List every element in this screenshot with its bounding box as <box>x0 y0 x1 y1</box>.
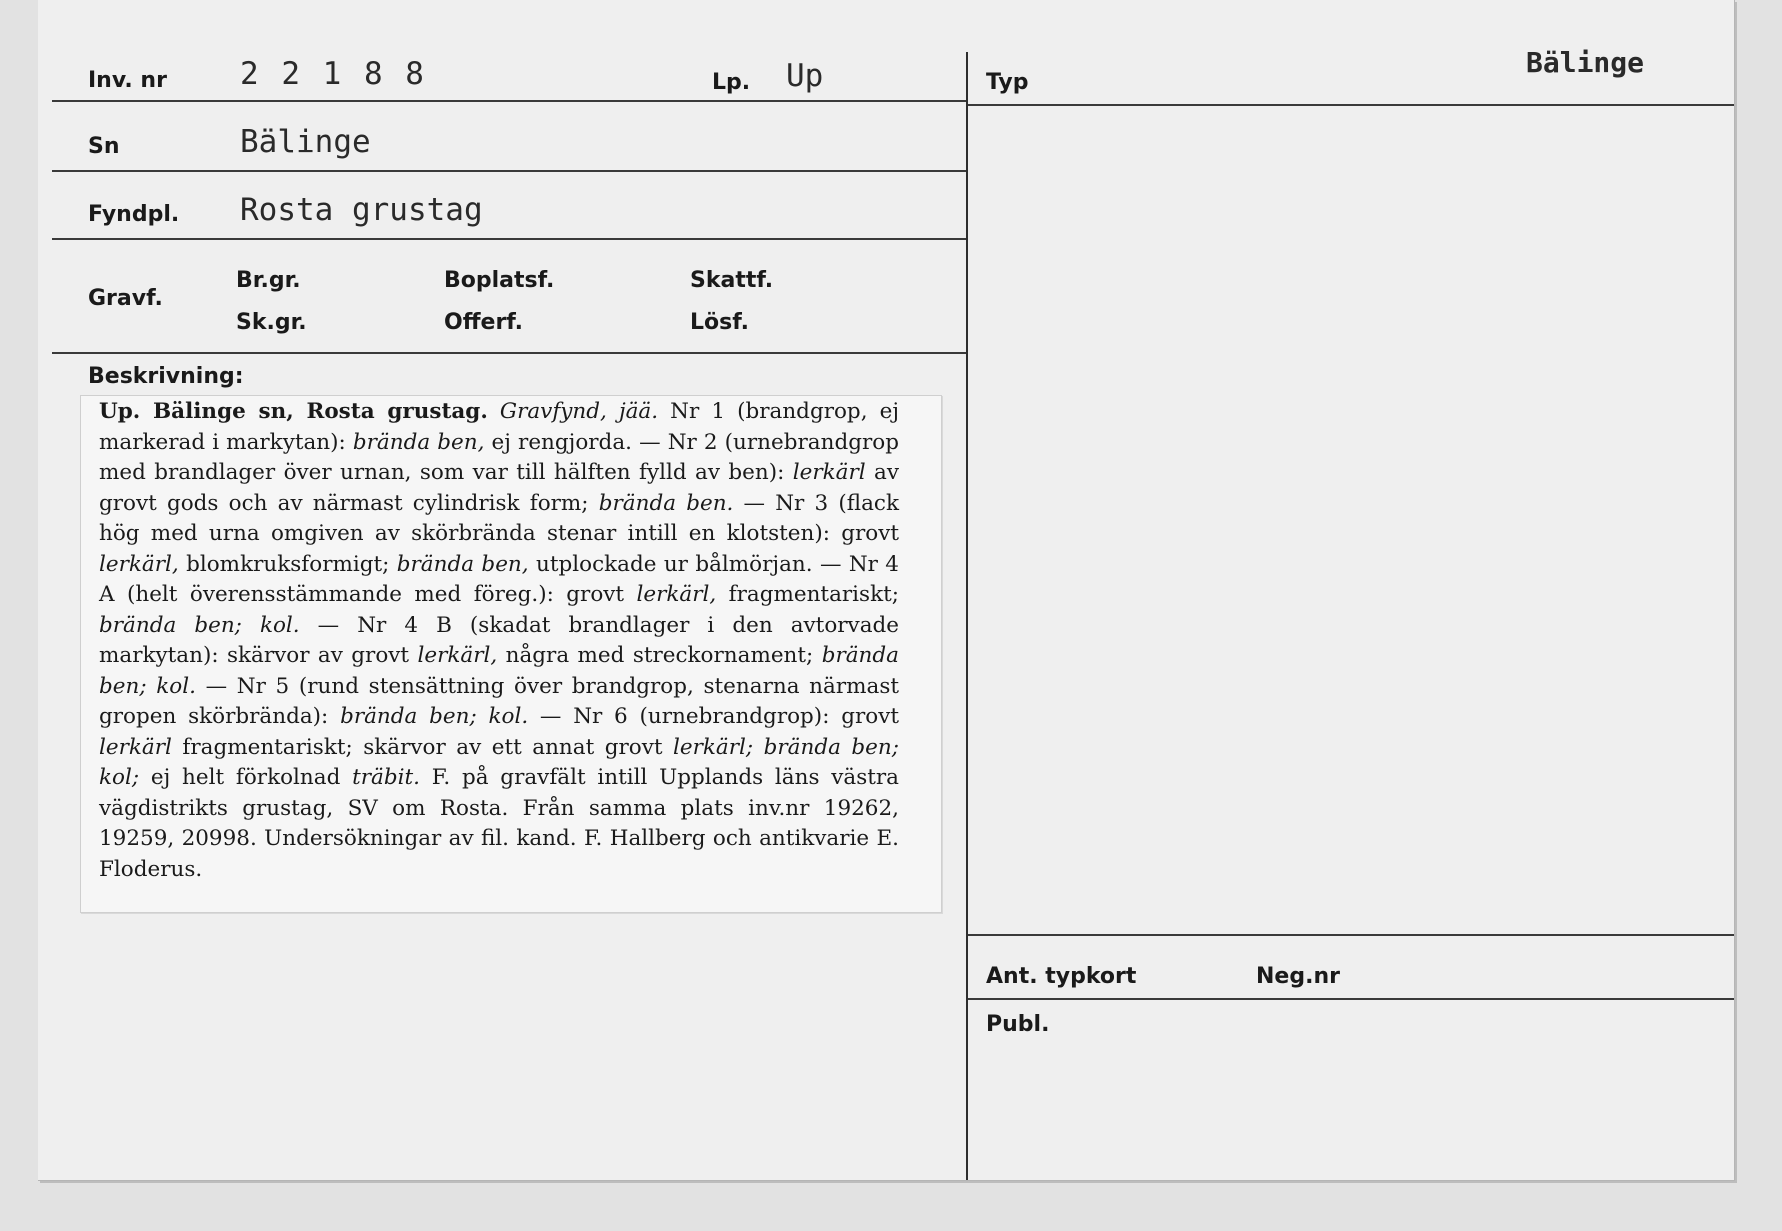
description-run: ej rengjorda. — Nr 2 (urnebrandgrop med brandlager över urnan, som var till hälften fylld av ben): <box>99 429 899 485</box>
gravf-label: Gravf. <box>88 286 163 311</box>
description-run: brända ben. <box>598 490 734 516</box>
column-divider <box>966 52 968 1180</box>
offerf-label: Offerf. <box>444 310 524 335</box>
description-run: — Nr 5 (rund stensättning över brandgrop, stenarna närmast gropen skörbrända): <box>99 673 899 729</box>
description-run: — Nr 6 (urnebrandgrop): grovt <box>528 704 899 729</box>
typ-label: Typ <box>986 70 1029 95</box>
brgr-label: Br.gr. <box>236 268 301 293</box>
description-run: lerkärl, <box>636 582 717 607</box>
description-run: Gravfynd, jää. <box>499 399 659 424</box>
description-run: brända ben; kol. <box>340 704 529 729</box>
row-divider <box>52 170 966 172</box>
description-run: ej helt förkolnad <box>139 765 353 790</box>
description-run: lerkärl, <box>417 643 498 668</box>
row-divider <box>52 238 966 240</box>
typ-value: Bälinge <box>1526 46 1645 79</box>
description-run: — Nr 3 (flack hög med urna omgiven av skörbrända stenar intill en klotsten): grovt <box>99 490 899 546</box>
description-run: lerkärl <box>792 460 866 485</box>
sn-label: Sn <box>88 134 120 159</box>
row-divider <box>968 998 1734 1000</box>
boplatsf-label: Boplatsf. <box>444 268 555 293</box>
description-run: blomkruksformigt; <box>178 551 397 577</box>
description-run: brända ben, <box>396 551 529 577</box>
description-run: brända ben; kol. <box>99 643 899 699</box>
losf-label: Lösf. <box>690 310 749 335</box>
description-run: träbit. <box>352 765 420 790</box>
publ-label: Publ. <box>986 1012 1050 1037</box>
description-run: brända ben; kol. <box>99 612 300 638</box>
lp-value: Up <box>786 58 824 94</box>
description-run: — Nr 4 B (skadat brandlager i den avtorvade markytan): skärvor av grovt <box>99 612 899 668</box>
neg-nr-label: Neg.nr <box>1256 964 1340 989</box>
description-run: några med streckornament; <box>497 643 822 668</box>
description-run: lerkärl; brända ben; kol; <box>99 734 899 790</box>
description-run: F. på gravfält intill Upplands läns västra vägdistrikts grustag, SV om Rosta. Från samma plats inv.nr 19262, 19259, 20998. Undersökningar av fil. kand. F. Hallberg och antikvarie E. Floderus. <box>99 765 899 882</box>
row-divider <box>52 352 966 354</box>
description-run: lerkärl, <box>99 551 179 577</box>
beskrivning-label: Beskrivning: <box>88 364 244 389</box>
fyndpl-label: Fyndpl. <box>88 202 180 227</box>
skgr-label: Sk.gr. <box>236 310 307 335</box>
fyndpl-value: Rosta grustag <box>240 192 483 228</box>
description-run: lerkärl <box>99 734 172 760</box>
sn-value: Bälinge <box>240 124 371 160</box>
description-run: fragmentariskt; skärvor av ett annat grovt <box>171 734 673 760</box>
row-divider <box>968 104 1734 106</box>
ant-typkort-label: Ant. typkort <box>986 964 1137 989</box>
description-run: Nr 1 (brandgrop, ej markerad i markytan): <box>99 399 899 455</box>
row-divider <box>968 934 1734 936</box>
row-divider <box>52 100 966 102</box>
inv-nr-label: Inv. nr <box>88 68 167 93</box>
skattf-label: Skattf. <box>690 268 774 293</box>
description-run: Up. Bälinge sn, Rosta grustag. <box>99 399 488 424</box>
description-run: utplockade ur bålmörjan. — Nr 4 A (helt överensstämmande med föreg.): grovt <box>99 551 899 607</box>
description-run: av grovt gods och av närmast cylindrisk form; <box>99 460 899 516</box>
inv-nr-value: 2 2 1 8 8 <box>240 56 426 92</box>
description-run: fragmentariskt; <box>716 582 899 607</box>
description-run <box>488 399 500 424</box>
description-run: brända ben, <box>352 429 485 455</box>
description-text <box>99 397 899 885</box>
lp-label: Lp. <box>712 70 751 95</box>
